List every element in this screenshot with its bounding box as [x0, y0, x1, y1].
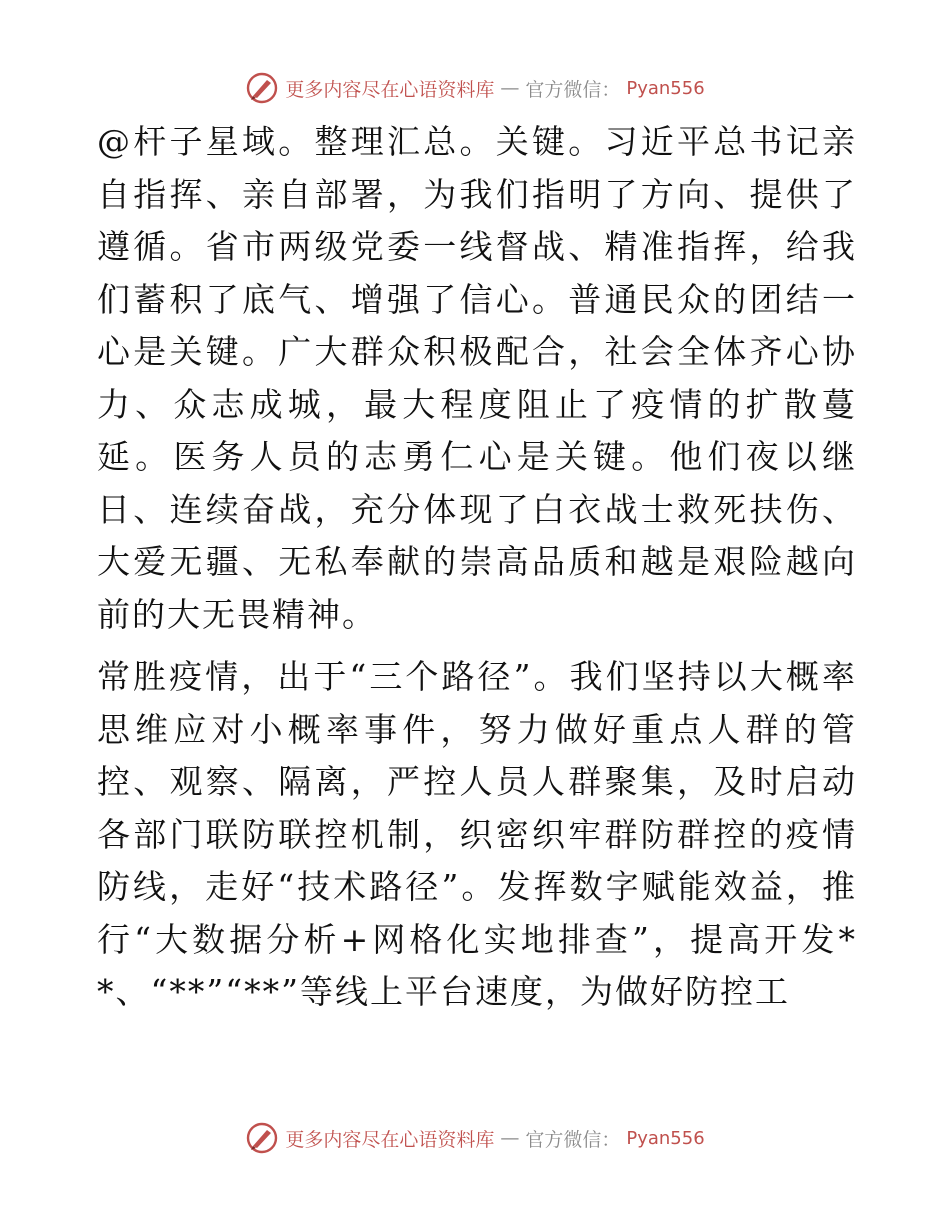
watermark-wechat-id: Pyan556	[626, 77, 705, 99]
header-watermark	[0, 68, 950, 108]
watermark-wechat-label: 官方微信：	[525, 78, 621, 101]
watermark-wechat-label: 官方微信：	[525, 1128, 621, 1151]
footer-watermark	[0, 1118, 950, 1158]
pen-logo-icon	[245, 71, 279, 105]
watermark-site-name: 更多内容尽在心语资料库	[285, 78, 495, 101]
watermark-site-name: 更多内容尽在心语资料库	[285, 1128, 495, 1151]
pen-logo-icon	[245, 1121, 279, 1155]
paragraph-1: @杆子星域。整理汇总。关键。习近平总书记亲自指挥、亲自部署，为我们指明了方向、提供了遵循。省市两级党委一线督战、精准指挥，给我们蓄积了底气、增强了信心。普通民众的团结一心是关键。广大群众积极配合，社会全体齐心协力、众志成城，最大程度阻止了疫情的扩散蔓延。医务人员的志勇仁心是关键。他们夜以继日、连续奋战，充分体现了白衣战士救死扶伤、大爱无疆、无私奉献的崇高品质和越是艰险越向前的大无畏精神。	[97, 122, 857, 634]
watermark-wechat-id: Pyan556	[626, 1127, 705, 1149]
watermark-separator: —	[500, 1127, 520, 1149]
paragraph-2: 常胜疫情，出于“三个路径”。我们坚持以大概率思维应对小概率事件，努力做好重点人群的管控、观察、隔离，严控人员人群聚集，及时启动各部门联防联控机制，织密织牢群防群控的疫情防线，走好“技术路径”。发挥数字赋能效益，推行“大数据分析+网格化实地排查”，提高开发**、“**”“**”等线上平台速度，为做好防控工	[97, 657, 857, 1011]
watermark-separator: —	[500, 77, 520, 99]
document-body	[97, 116, 857, 1019]
